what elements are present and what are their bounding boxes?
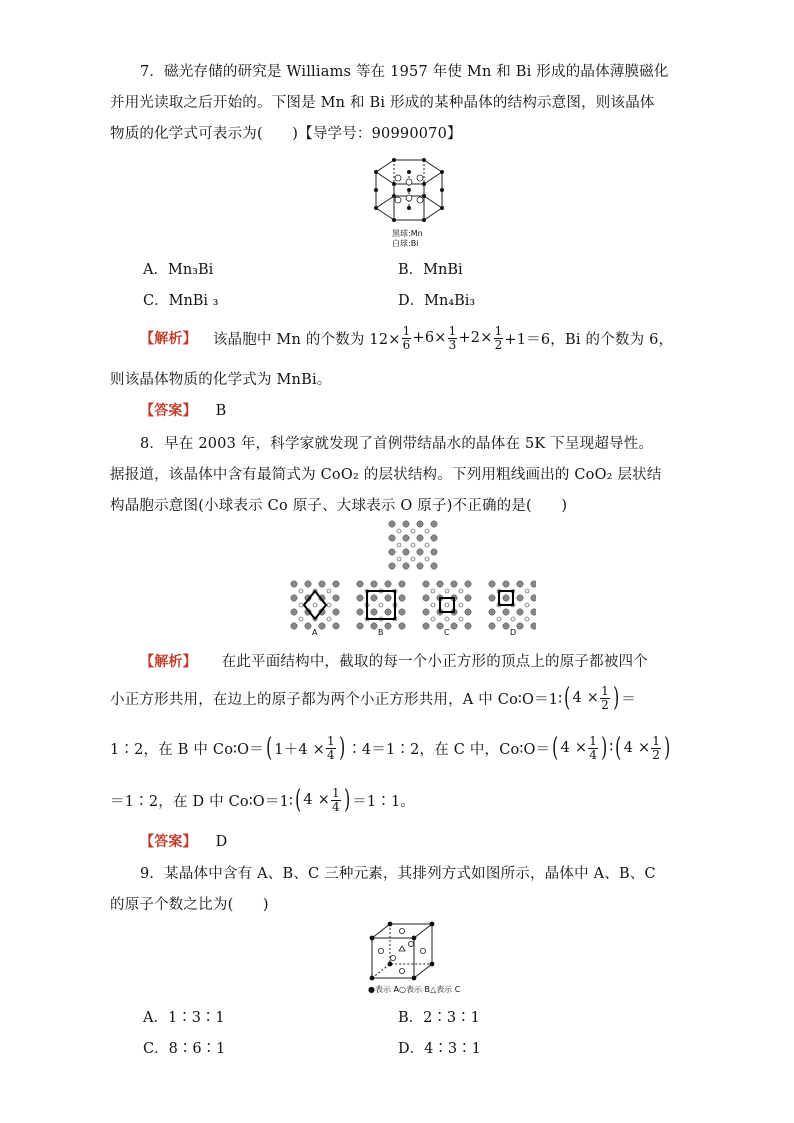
q8-stem-line2: 据报道，该晶体中含有最简式为 CoO₂ 的层状结构。下列用粗线画出的 CoO₂ 层状结 bbox=[110, 467, 662, 483]
q7-option-c[interactable]: C．MnBi ₃ bbox=[143, 293, 219, 309]
q7-option-a[interactable]: A．Mn₃Bi bbox=[143, 262, 214, 278]
q7-answer-value: B bbox=[215, 403, 227, 419]
q8-answer bbox=[140, 831, 227, 851]
math-term: 4 × bbox=[303, 792, 330, 808]
q9-option-d[interactable]: D．4∶3∶1 bbox=[398, 1041, 481, 1057]
q7-analysis-text-d: +1＝6，Bi 的个数为 6， bbox=[504, 331, 674, 348]
paren-close: ) bbox=[664, 733, 671, 763]
q7-analysis-line1 bbox=[140, 323, 673, 353]
paren-close: ) bbox=[613, 683, 620, 713]
q9-legend: ●表示 A○表示 B△表示 C bbox=[368, 985, 461, 994]
fraction-1-2: $\frac{1}{2}$ bbox=[652, 733, 661, 762]
figure-label-b: B bbox=[378, 628, 384, 637]
fraction-1-4: $\frac{1}{4}$ bbox=[326, 733, 335, 762]
math-term: 4 × bbox=[560, 740, 588, 756]
q8-analysis-text4b: ＝1∶1。 bbox=[352, 793, 416, 810]
paren-close: ) bbox=[338, 733, 346, 763]
paren-close: ) bbox=[343, 785, 351, 815]
q7-option-b[interactable]: B．MnBi bbox=[398, 262, 463, 278]
coo2-layer-figures bbox=[286, 518, 536, 642]
q8-analysis-tag: 【解析】 bbox=[140, 654, 197, 670]
math-term: 4 × bbox=[623, 740, 651, 756]
q8-analysis-line3 bbox=[110, 730, 672, 766]
math-term: 4 × bbox=[572, 690, 600, 706]
q8-analysis-text2: 小正方形共用，在边上的原子都为两个小正方形共用，A 中 Co∶O＝1∶ bbox=[110, 691, 563, 708]
q8-stem-line3: 构晶胞示意图(小球表示 Co 原子、大球表示 O 原子)不正确的是( ) bbox=[110, 498, 568, 514]
q7-analysis-line2: 则该晶体物质的化学式为 MnBi。 bbox=[110, 372, 332, 388]
paren-close: ) bbox=[601, 733, 608, 763]
math-colon: ∶ bbox=[609, 740, 614, 756]
q9-stem-line1: 9．某晶体中含有 A、B、C 三种元素，其排列方式如图所示，晶体中 A、B、C bbox=[140, 866, 656, 882]
q8-analysis-line4 bbox=[110, 782, 415, 818]
paren-open: ( bbox=[615, 733, 622, 763]
paren-open: ( bbox=[265, 733, 273, 763]
q8-analysis-text3c: ∶4＝1∶2，在 C 中，Co∶O＝ bbox=[347, 741, 551, 758]
figure-b bbox=[357, 581, 405, 629]
q9-option-c[interactable]: C．8∶6∶1 bbox=[143, 1041, 226, 1057]
figure-a bbox=[291, 581, 339, 629]
fraction-1-6: $\frac{1}{6}$ bbox=[402, 323, 411, 352]
figure-label-a: A bbox=[312, 628, 318, 637]
figure-c bbox=[423, 581, 471, 629]
fraction-1-2: $\frac{1}{2}$ bbox=[494, 323, 503, 352]
mnbi-crystal-figure bbox=[370, 152, 450, 228]
paren-open: ( bbox=[552, 733, 559, 763]
q8-analysis-text3b: 1＋4 × bbox=[274, 741, 325, 758]
q7-option-d[interactable]: D．Mn₄Bi₃ bbox=[398, 293, 476, 309]
q8-analysis-line2 bbox=[110, 680, 636, 716]
paren-open: ( bbox=[564, 683, 571, 713]
fraction-1-4: $\frac{1}{4}$ bbox=[589, 733, 598, 762]
q7-answer bbox=[140, 400, 226, 420]
q7-stem-line2: 并用光读取之后开始的。下图是 Mn 和 Bi 形成的某种晶体的结构示意图，则该晶体 bbox=[110, 95, 655, 111]
coo2-reference-grid bbox=[389, 521, 437, 569]
q9-option-a[interactable]: A．1∶3∶1 bbox=[143, 1010, 225, 1026]
q7-analysis-text-b: +6× bbox=[412, 330, 447, 346]
q8-answer-value: D bbox=[215, 834, 228, 850]
q7-stem-line3: 物质的化学式可表示为( )【导学号：90990070】 bbox=[110, 126, 462, 142]
paren-open: ( bbox=[295, 785, 302, 815]
figure-label-c: C bbox=[444, 628, 450, 637]
q8-analysis-text3a: 1∶2，在 B 中 Co∶O＝ bbox=[110, 741, 264, 758]
q7-analysis-text-a: 该晶胞中 Mn 的个数为 12× bbox=[212, 331, 401, 348]
abc-cubic-cell-figure bbox=[366, 920, 438, 982]
q8-analysis-text1: 在此平面结构中，截取的每一个小正方形的顶点上的原子都被四个 bbox=[221, 654, 648, 670]
q9-option-b[interactable]: B．2∶3∶1 bbox=[398, 1010, 480, 1026]
q7-legend-bi: 白球:Bi bbox=[392, 239, 419, 248]
fraction-1-2: $\frac{1}{2}$ bbox=[601, 683, 609, 712]
q7-legend-mn: 黑球:Mn bbox=[392, 229, 423, 238]
q8-answer-tag: 【答案】 bbox=[140, 834, 197, 850]
q8-stem-line1: 8．早在 2003 年，科学家就发现了首例带结晶水的晶体在 5K 下呈现超导性。 bbox=[140, 436, 654, 452]
q7-answer-tag: 【答案】 bbox=[140, 403, 197, 419]
q7-analysis-text-c: +2× bbox=[458, 330, 493, 346]
fraction-1-4: $\frac{1}{4}$ bbox=[331, 785, 340, 814]
q7-analysis-tag: 【解析】 bbox=[140, 331, 197, 347]
q9-stem-line2: 的原子个数之比为( ) bbox=[110, 897, 269, 913]
figure-d bbox=[489, 581, 536, 629]
math-eq: ＝ bbox=[621, 691, 636, 708]
q8-analysis-text4a: ＝1∶2，在 D 中 Co∶O＝1∶ bbox=[110, 793, 293, 810]
q8-analysis-line1 bbox=[140, 650, 648, 671]
q7-stem-line1: 7．磁光存储的研究是 Williams 等在 1957 年使 Mn 和 Bi 形成的晶体薄膜磁化 bbox=[140, 64, 669, 80]
figure-label-d: D bbox=[510, 628, 517, 637]
fraction-1-3: $\frac{1}{3}$ bbox=[448, 323, 457, 352]
